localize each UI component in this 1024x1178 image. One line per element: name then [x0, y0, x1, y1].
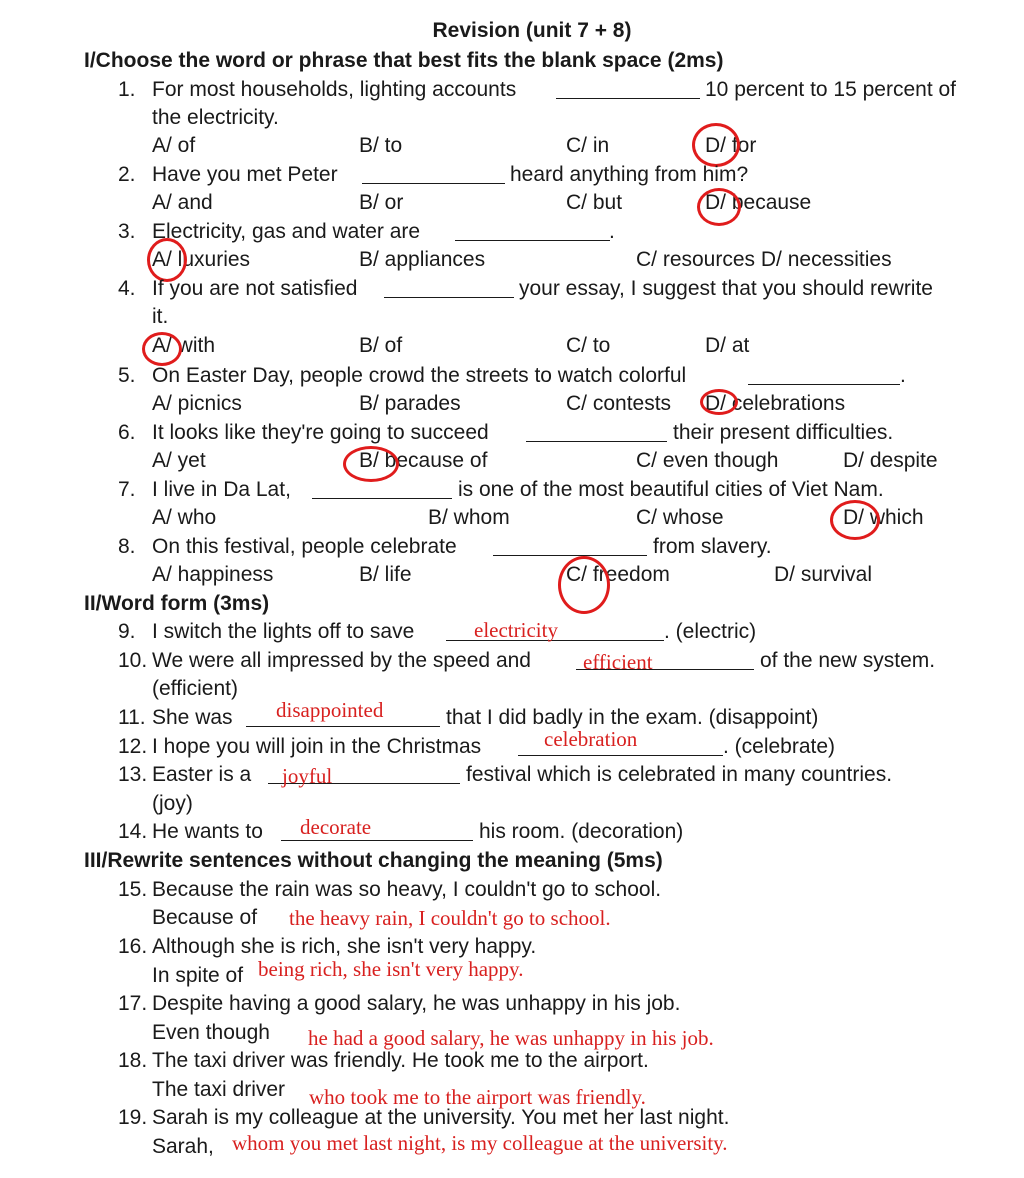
q2-number: 2. — [118, 163, 136, 186]
q9-text-after: . (electric) — [664, 620, 757, 643]
answer-circle — [142, 332, 182, 366]
q4-text-before: If you are not satisfied — [152, 277, 358, 300]
answer-circle — [558, 556, 610, 614]
q5-blank — [748, 384, 900, 385]
q15-number: 15. — [118, 878, 148, 901]
q6-blank — [526, 441, 667, 442]
q10-text-cont: (efficient) — [152, 677, 238, 700]
q3-option-a: A/ luxuries — [152, 248, 251, 271]
q16-number: 16. — [118, 935, 148, 958]
q8-text-before: On this festival, people celebrate — [152, 535, 457, 558]
q16-answer: being rich, she isn't very happy. — [258, 957, 524, 981]
q7-option-d: D/ which — [843, 506, 924, 529]
q19-answer: whom you met last night, is my colleague at the university. — [232, 1131, 728, 1155]
q9-answer: electricity — [474, 618, 558, 642]
q8-option-a: A/ happiness — [152, 563, 274, 586]
q1-option-c: C/ in — [566, 134, 610, 157]
q8-option-b: B/ life — [359, 563, 412, 586]
answer-circle — [343, 446, 399, 482]
q16-prompt: In spite of — [152, 964, 244, 987]
q5-option-b: B/ parades — [359, 392, 461, 415]
q7-text-after: is one of the most beautiful cities of Viet Nam. — [458, 478, 884, 501]
answer-circle — [830, 500, 880, 540]
q3-option-b: B/ appliances — [359, 248, 486, 271]
q5-text-after: . — [900, 364, 906, 387]
q4-blank — [384, 297, 514, 298]
q17-answer: he had a good salary, he was unhappy in his job. — [308, 1026, 714, 1050]
q5-number: 5. — [118, 364, 136, 387]
q1-text-after: 10 percent to 15 percent of — [705, 78, 957, 101]
q3-text-before: Electricity, gas and water are — [152, 220, 421, 243]
q3-number: 3. — [118, 220, 136, 243]
q7-option-a: A/ who — [152, 506, 217, 529]
q3-blank — [455, 240, 610, 241]
q1-text-before: For most households, lighting accounts — [152, 78, 517, 101]
q11-text-before: She was — [152, 706, 233, 729]
q3-text-after: . — [609, 220, 615, 243]
q10-text-before: We were all impressed by the speed and — [152, 649, 531, 672]
section-2-heading: II/Word form (3ms) — [84, 592, 270, 615]
q11-number: 11. — [118, 706, 146, 729]
q19-sentence: Sarah is my colleague at the university. You met her last night. — [152, 1106, 730, 1129]
q17-sentence: Despite having a good salary, he was unhappy in his job. — [152, 992, 681, 1015]
q10-text-after: of the new system. — [760, 649, 936, 672]
q14-text-after: his room. (decoration) — [479, 820, 684, 843]
q5-option-d: D/ celebrations — [705, 392, 846, 415]
q6-text-after: their present difficulties. — [673, 421, 894, 444]
page-title: Revision (unit 7 + 8) — [432, 19, 632, 42]
q6-text-before: It looks like they're going to succeed — [152, 421, 489, 444]
q17-number: 17. — [118, 992, 148, 1015]
q4-option-b: B/ of — [359, 334, 403, 357]
section-1-heading: I/Choose the word or phrase that best fits the blank space (2ms) — [84, 49, 724, 72]
q1-blank — [556, 98, 700, 99]
q6-option-d: D/ despite — [843, 449, 938, 472]
q2-option-a: A/ and — [152, 191, 213, 214]
answer-circle — [692, 123, 740, 167]
answer-circle — [700, 389, 738, 415]
q15-prompt: Because of — [152, 906, 258, 929]
q10-number: 10. — [118, 649, 148, 672]
section-3-heading: III/Rewrite sentences without changing the meaning (5ms) — [84, 849, 663, 872]
q12-blank — [518, 755, 723, 756]
q11-text-after: that I did badly in the exam. (disappoint) — [446, 706, 819, 729]
q13-answer: joyful — [282, 764, 333, 788]
q2-option-b: B/ or — [359, 191, 404, 214]
q7-option-c: C/ whose — [636, 506, 724, 529]
q8-option-d: D/ survival — [774, 563, 873, 586]
q6-number: 6. — [118, 421, 136, 444]
q2-option-c: C/ but — [566, 191, 623, 214]
q4-option-d: D/ at — [705, 334, 750, 357]
q14-blank — [281, 840, 473, 841]
q5-option-a: A/ picnics — [152, 392, 242, 415]
q12-number: 12. — [118, 735, 148, 758]
q16-sentence: Although she is rich, she isn't very happy. — [152, 935, 537, 958]
q1-text-cont: the electricity. — [152, 106, 279, 129]
q7-number: 7. — [118, 478, 136, 501]
q12-answer: celebration — [544, 727, 638, 751]
q7-text-before: I live in Da Lat, — [152, 478, 291, 501]
q7-option-b: B/ whom — [428, 506, 510, 529]
q11-answer: disappointed — [276, 698, 384, 722]
q9-text-before: I switch the lights off to save — [152, 620, 415, 643]
q11-blank — [246, 726, 440, 727]
q13-number: 13. — [118, 763, 148, 786]
answer-circle — [697, 188, 741, 226]
answer-circle — [147, 238, 187, 282]
q17-prompt: Even though — [152, 1021, 270, 1044]
q13-text-cont: (joy) — [152, 792, 193, 815]
q8-text-after: from slavery. — [653, 535, 772, 558]
q8-number: 8. — [118, 535, 136, 558]
q4-option-c: C/ to — [566, 334, 611, 357]
q1-option-d: D/ for — [705, 134, 757, 157]
q18-number: 18. — [118, 1049, 148, 1072]
q19-number: 19. — [118, 1106, 148, 1129]
q7-blank — [312, 498, 452, 499]
q15-answer: the heavy rain, I couldn't go to school. — [289, 906, 611, 930]
q18-prompt: The taxi driver — [152, 1078, 286, 1101]
q15-sentence: Because the rain was so heavy, I couldn't go to school. — [152, 878, 662, 901]
q8-blank — [493, 555, 647, 556]
q4-number: 4. — [118, 277, 136, 300]
q6-option-c: C/ even though — [636, 449, 779, 472]
q2-option-d: D/ because — [705, 191, 812, 214]
q4-text-cont: it. — [152, 305, 169, 328]
q4-text-after: your essay, I suggest that you should rewrite — [519, 277, 933, 300]
q2-text-before: Have you met Peter — [152, 163, 338, 186]
q8-option-c: C/ freedom — [566, 563, 670, 586]
q6-option-b: B/ because of — [359, 449, 488, 472]
q14-text-before: He wants to — [152, 820, 263, 843]
q1-option-a: A/ of — [152, 134, 196, 157]
q9-number: 9. — [118, 620, 136, 643]
q5-option-c: C/ contests — [566, 392, 672, 415]
q4-option-a: A/ with — [152, 334, 216, 357]
q5-text-before: On Easter Day, people crowd the streets to watch colorful — [152, 364, 687, 387]
q1-number: 1. — [118, 78, 136, 101]
q14-number: 14. — [118, 820, 148, 843]
q2-blank — [362, 183, 505, 184]
q19-prompt: Sarah, — [152, 1135, 214, 1158]
q2-text-after: heard anything from him? — [510, 163, 749, 186]
q6-option-a: A/ yet — [152, 449, 206, 472]
q12-text-after: . (celebrate) — [723, 735, 836, 758]
q10-answer: efficient — [583, 650, 653, 674]
q13-text-after: festival which is celebrated in many countries. — [466, 763, 893, 786]
q18-answer: who took me to the airport was friendly. — [309, 1085, 646, 1109]
q13-text-before: Easter is a — [152, 763, 252, 786]
q18-sentence: The taxi driver was friendly. He took me to the airport. — [152, 1049, 649, 1072]
q14-answer: decorate — [300, 815, 372, 839]
q1-option-b: B/ to — [359, 134, 403, 157]
q3-option-c-d: C/ resources D/ necessities — [636, 248, 892, 271]
q12-text-before: I hope you will join in the Christmas — [152, 735, 482, 758]
